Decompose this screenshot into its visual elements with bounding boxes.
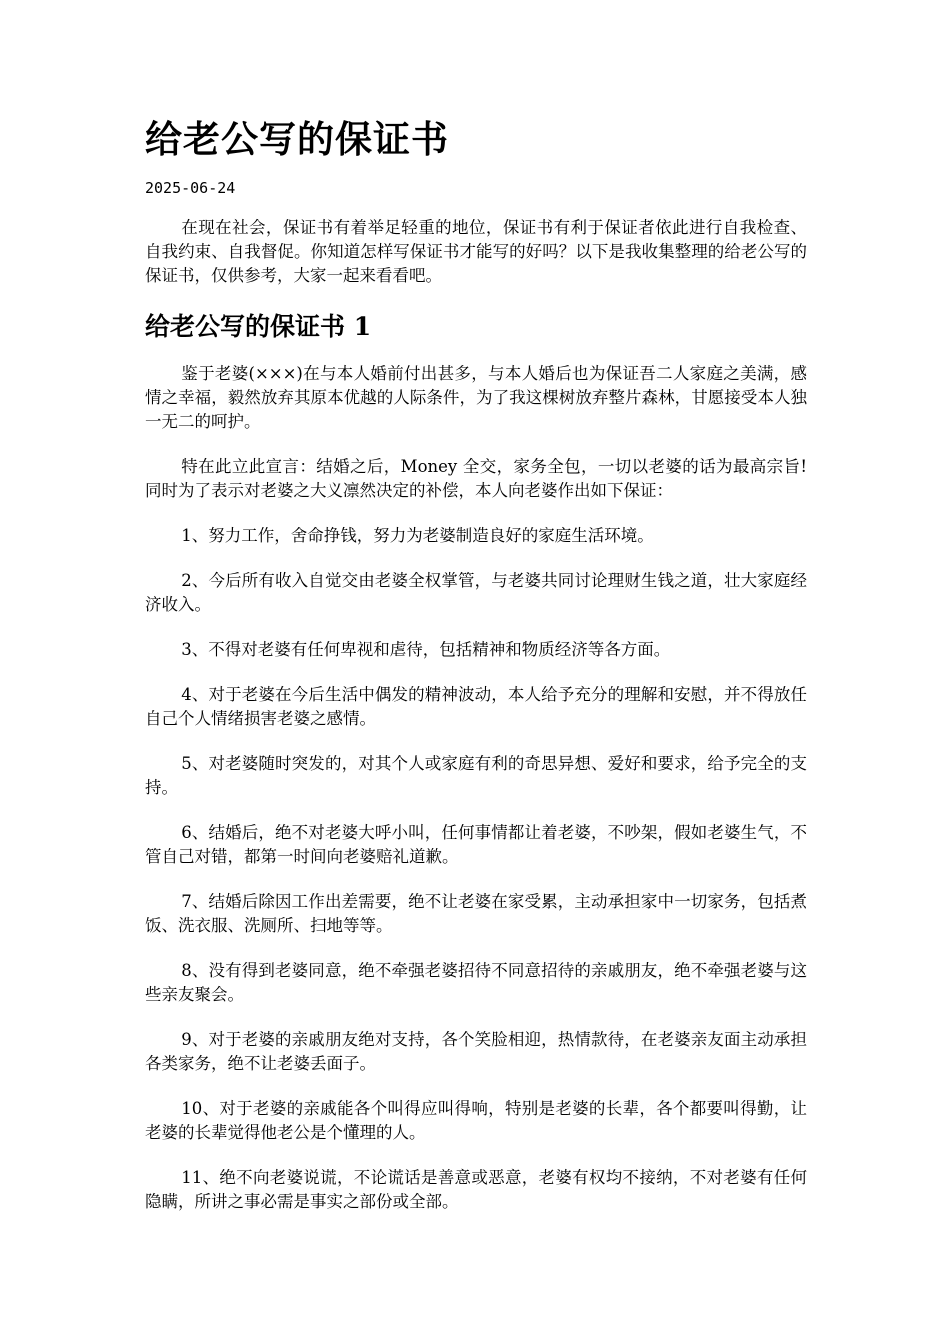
list-item: 3、不得对老婆有任何卑视和虐待，包括精神和物质经济等各方面。 [181, 640, 671, 659]
intro-paragraph: 在现在社会，保证书有着举足轻重的地位，保证书有利于保证者依此进行自我检查、自我约束、自我督促。你知道怎样写保证书才能写的好吗？以下是我收集整理的给老公写的保证书，仅供参考，大家一起来看看吧。 [145, 218, 807, 285]
list-item: 4、对于老婆在今后生活中偶发的精神波动，本人给予充分的理解和安慰，并不得放任自己个人情绪损害老婆之感情。 [145, 685, 807, 728]
list-item: 9、对于老婆的亲戚朋友绝对支持，各个笑脸相迎，热情款待，在老婆亲友面主动承担各类家务，绝不让老婆丢面子。 [145, 1030, 807, 1073]
list-item: 10、对于老婆的亲戚能各个叫得应叫得响，特别是老婆的长辈，各个都要叫得勤，让老婆的长辈觉得他老公是个懂理的人。 [145, 1099, 807, 1142]
list-item: 7、结婚后除因工作出差需要，绝不让老婆在家受累，主动承担家中一切家务，包括煮饭、洗衣服、洗厕所、扫地等等。 [145, 892, 807, 935]
document-title: 给老公写的保证书 [145, 117, 449, 161]
list-item: 5、对老婆随时突发的，对其个人或家庭有利的奇思异想、爱好和要求，给予完全的支持。 [145, 754, 807, 797]
list-item: 8、没有得到老婆同意，绝不牵强老婆招待不同意招待的亲戚朋友，绝不牵强老婆与这些亲友聚会。 [145, 961, 807, 1004]
list-item: 11、绝不向老婆说谎，不论谎话是善意或恶意，老婆有权均不接纳，不对老婆有任何隐瞒，所讲之事必需是事实之部份或全部。 [145, 1168, 807, 1211]
section-heading: 给老公写的保证书 1 [145, 312, 372, 341]
body-paragraph: 鉴于老婆(×××)在与本人婚前付出甚多，与本人婚后也为保证吾二人家庭之美满，感情之幸福，毅然放弃其原本优越的人际条件，为了我这棵树放弃整片森林，甘愿接受本人独一无二的呵护。 [145, 364, 807, 431]
body-paragraph: 特在此立此宣言：结婚之后，Money 全交，家务全包，一切以老婆的话为最高宗旨!同时为了表示对老婆之大义凛然决定的补偿，本人向老婆作出如下保证： [145, 457, 807, 500]
list-item: 6、结婚后，绝不对老婆大呼小叫，任何事情都让着老婆，不吵架，假如老婆生气，不管自己对错，都第一时间向老婆赔礼道歉。 [145, 823, 807, 866]
document-page [145, 112, 807, 1235]
list-item: 2、今后所有收入自觉交由老婆全权掌管，与老婆共同讨论理财生钱之道，壮大家庭经济收入。 [145, 571, 807, 614]
document-date: 2025-06-24 [145, 179, 236, 197]
list-item: 1、努力工作，舍命挣钱，努力为老婆制造良好的家庭生活环境。 [181, 526, 654, 545]
